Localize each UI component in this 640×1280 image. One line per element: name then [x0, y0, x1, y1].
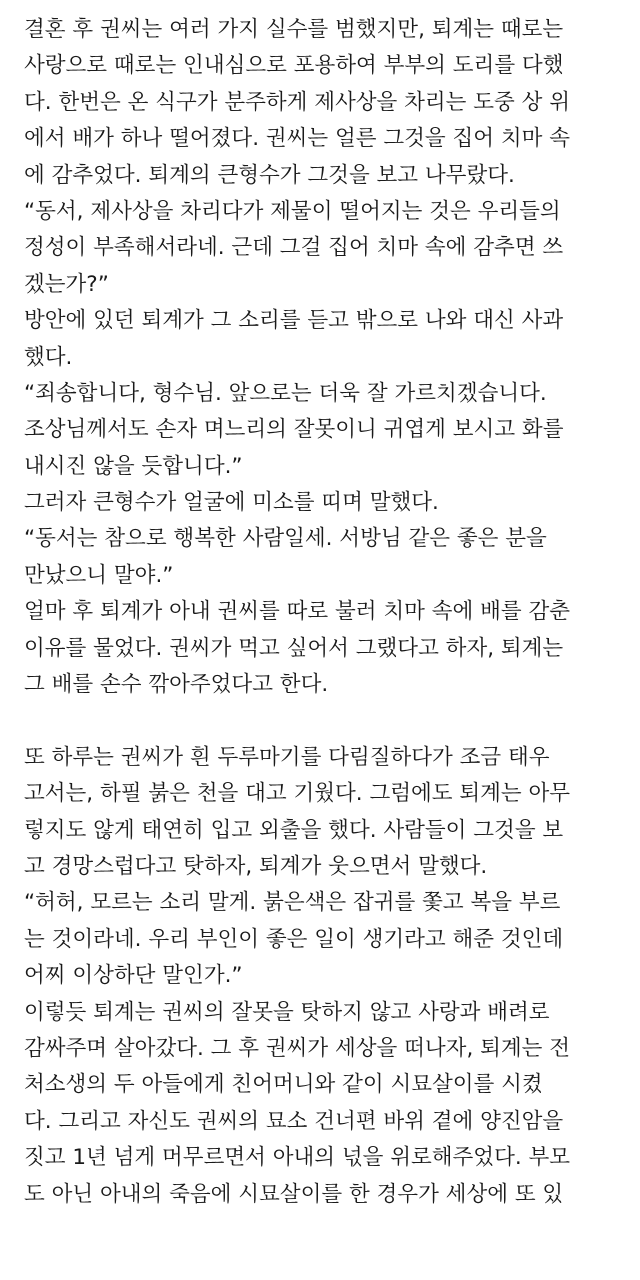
text-line: 처소생의 두 아들에게 친어머니와 같이 시묘살이를 시켰 [24, 1072, 543, 1098]
text-line: 렇지도 않게 태연히 입고 외출을 했다. 사람들이 그것을 보 [24, 817, 564, 843]
text-line: 얼마 후 퇴계가 아내 권씨를 따로 불러 치마 속에 배를 감춘 [24, 599, 571, 625]
article-body [24, 12, 624, 1213]
text-line: 짓고 1년 넘게 머무르면서 아내의 넋을 위로해주었다. 부모 [24, 1145, 571, 1171]
quote-line: 겠는가?” [24, 271, 109, 297]
text-line: 도 아닌 아내의 죽음에 시묘살이를 한 경우가 세상에 또 있 [24, 1181, 564, 1207]
quote-line: 내시진 않을 듯합니다.” [24, 453, 243, 479]
quote-line: “죄송합니다, 형수님. 앞으로는 더욱 잘 가르치겠습니다. [24, 380, 547, 406]
quote-line: “허허, 모르는 소리 말게. 붉은색은 잡귀를 쫓고 복을 부르 [24, 890, 561, 916]
text-line: 했다. [24, 344, 73, 370]
text-line: 이유를 물었다. 권씨가 먹고 싶어서 그랬다고 하자, 퇴계는 [24, 635, 564, 661]
text-line: 결혼 후 권씨는 여러 가지 실수를 범했지만, 퇴계는 때로는 [24, 17, 564, 42]
text-line: 에서 배가 하나 떨어졌다. 권씨는 얼른 그것을 집어 치마 속 [24, 126, 571, 152]
text-line: 방안에 있던 퇴계가 그 소리를 듣고 밖으로 나와 대신 사과 [24, 308, 564, 334]
quote-line: 정성이 부족해서라네. 근데 그걸 집어 치마 속에 감추면 쓰 [24, 235, 564, 261]
text-line: 감싸주며 살아갔다. 그 후 권씨가 세상을 떠나자, 퇴계는 전 [24, 1035, 571, 1061]
text-line: 그러자 큰형수가 얼굴에 미소를 띠며 말했다. [24, 490, 439, 516]
quote-line: “동서는 참으로 행복한 사람일세. 서방님 같은 좋은 분을 [24, 526, 547, 552]
text-line: 다. 그리고 자신도 권씨의 묘소 건너편 바위 곁에 양진암을 [24, 1108, 564, 1134]
quote-line: 어찌 이상하단 말인가.” [24, 963, 243, 989]
quote-line: 만났으니 말야.” [24, 562, 174, 588]
text-line: 에 감추었다. 퇴계의 큰형수가 그것을 보고 나무랐다. [24, 162, 515, 188]
text-line: 사랑으로 때로는 인내심으로 포용하여 부부의 도리를 다했 [24, 53, 564, 79]
paragraph-spacer [24, 703, 624, 739]
text-line: 또 하루는 권씨가 흰 두루마기를 다림질하다가 조금 태우 [24, 744, 550, 770]
text-line: 고 경망스럽다고 탓하자, 퇴계가 웃으면서 말했다. [24, 853, 488, 879]
text-line: 다. 한번은 온 식구가 분주하게 제사상을 차리는 도중 상 위 [24, 89, 571, 115]
paragraph-1 [24, 12, 624, 703]
text-line: 그 배를 손수 깎아주었다고 한다. [24, 672, 329, 698]
quote-line: 조상님께서도 손자 며느리의 잘못이니 귀엽게 보시고 화를 [24, 417, 564, 443]
quote-line: 는 것이라네. 우리 부인이 좋은 일이 생기라고 해준 것인데 [24, 926, 564, 952]
quote-line: “동서, 제사상을 차리다가 제물이 떨어지는 것은 우리들의 [24, 198, 561, 224]
text-line: 고서는, 하필 붉은 천을 대고 기웠다. 그럼에도 퇴계는 아무 [24, 781, 571, 807]
text-line: 이렇듯 퇴계는 권씨의 잘못을 탓하지 않고 사랑과 배려로 [24, 999, 550, 1025]
paragraph-2 [24, 740, 624, 1213]
